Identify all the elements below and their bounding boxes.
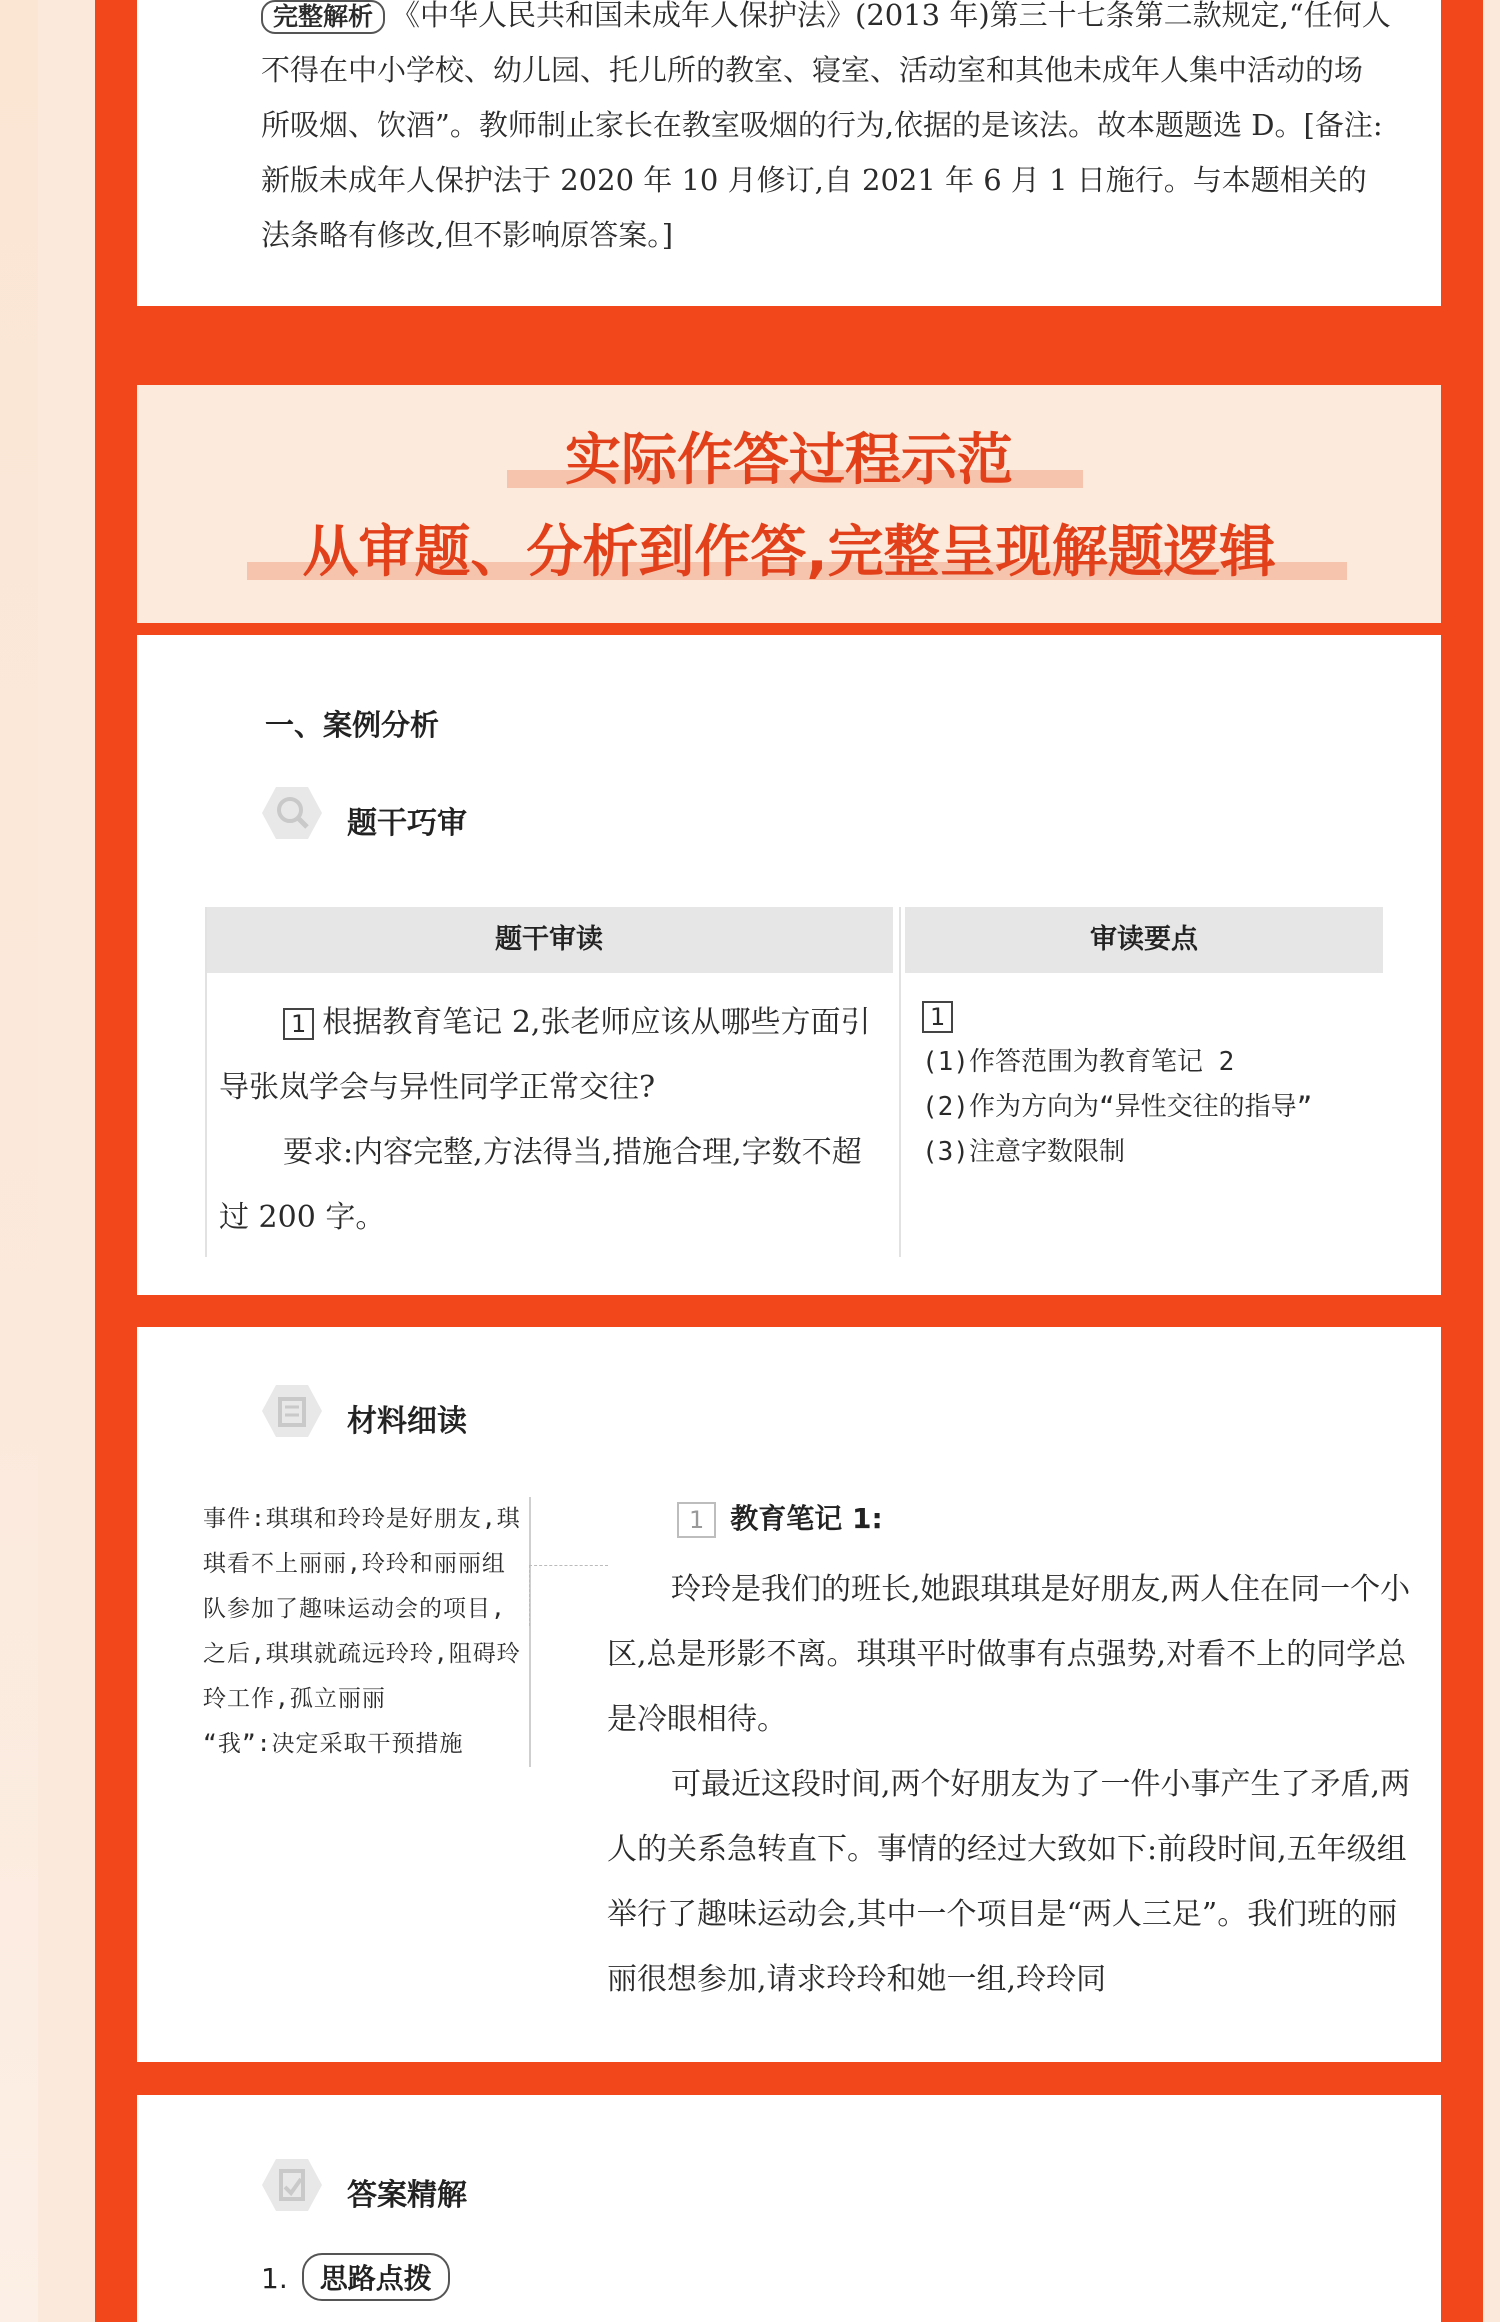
banner-title: 实际作答过程示范 bbox=[565, 428, 1013, 493]
page-background-left bbox=[0, 0, 38, 2322]
subtitle-answer: 答案精解 bbox=[347, 2178, 467, 2213]
key-points-cell bbox=[922, 995, 1372, 1175]
question-text: 根据教育笔记 2,张老师应该从哪些方面引导张岚学会与异性同学正常交往? bbox=[219, 1005, 871, 1105]
magnifier-hex-icon bbox=[261, 785, 323, 841]
orange-frame bbox=[95, 0, 1483, 2322]
margin-note bbox=[203, 1497, 531, 1767]
margin-note-event: 事件:琪琪和玲玲是好朋友,琪琪看不上丽丽,玲玲和丽丽组队参加了趣味运动会的项目,之后,琪琪就疏远玲玲,阻碍玲玲工作,孤立丽丽 bbox=[203, 1506, 521, 1712]
answer-panel bbox=[137, 2095, 1441, 2322]
requirement-text: 要求:内容完整,方法得当,措施合理,字数不超过 200 字。 bbox=[219, 1135, 862, 1235]
banner-subtitle: 从审题、分析到作答,完整呈现解题逻辑 bbox=[302, 520, 1276, 585]
story-paragraph: 可最近这段时间,两个好朋友为了一件小事产生了矛盾,两人的关系急转直下。事情的经过大致如下:前段时间,五年级组举行了趣味运动会,其中一个项目是“两人三足”。我们班的丽丽很想参加,请求玲玲和她一组,玲玲同 bbox=[607, 1767, 1411, 1997]
step-number: 1. bbox=[261, 2262, 288, 2295]
story-text bbox=[607, 1557, 1417, 2012]
note-number: 1 bbox=[677, 1502, 716, 1538]
explanation-text: 《中华人民共和国未成年人保护法》(2013 年)第三十七条第二款规定,“任何人不得在中小学校、幼儿园、托儿所的教室、寝室、活动室和其他未成年人集中活动的场所吸烟、饮酒”。教师制止家长在教室吸烟的行为,依据的是该法。故本题题选 D。[备注:新版未成年人保护法于 2020 年 10 月修订,自 2021 年 6 月 1 日施行。与本题相关的法条略有修改,但不影响原答案。] bbox=[261, 0, 1391, 252]
answer-hex-icon bbox=[261, 2157, 323, 2213]
table-header-left: 题干审读 bbox=[205, 907, 893, 973]
subtitle-material-reading: 材料细读 bbox=[347, 1404, 467, 1439]
explanation-paragraph bbox=[261, 0, 1391, 263]
note-title: 教育笔记 1: bbox=[730, 1502, 883, 1535]
note-heading bbox=[677, 1497, 883, 1538]
table-header-right: 审读要点 bbox=[905, 907, 1383, 973]
table-divider bbox=[899, 907, 901, 1257]
section-banner bbox=[137, 385, 1441, 623]
key-point: (3)注意字数限制 bbox=[922, 1137, 1125, 1167]
question-cell bbox=[219, 990, 881, 1250]
key-point: (1)作答范围为教育笔记 2 bbox=[922, 1047, 1235, 1077]
question-number: 1 bbox=[283, 1008, 314, 1040]
key-point: (2)作为方向为“异性交往的指导” bbox=[922, 1092, 1313, 1122]
margin-note-me: “我”:决定采取干预措施 bbox=[203, 1731, 464, 1757]
material-panel bbox=[137, 1327, 1441, 2062]
story-paragraph: 玲玲是我们的班长,她跟琪琪是好朋友,两人住在同一个小区,总是形影不离。琪琪平时做事有点强势,对看不上的同学总是冷眼相待。 bbox=[607, 1572, 1411, 1737]
reading-hex-icon bbox=[261, 1383, 323, 1439]
section-title: 一、案例分析 bbox=[265, 708, 440, 742]
explanation-panel bbox=[137, 0, 1441, 306]
point-number: 1 bbox=[922, 1001, 953, 1033]
note-connector-line bbox=[529, 1565, 608, 1626]
step-label: 思路点拨 bbox=[302, 2253, 450, 2301]
subtitle-question-review: 题干巧审 bbox=[347, 806, 467, 841]
answer-step bbox=[261, 2253, 450, 2301]
question-panel bbox=[137, 635, 1441, 1295]
full-explanation-tag: 完整解析 bbox=[261, 0, 385, 34]
table-border-left bbox=[205, 907, 207, 1257]
